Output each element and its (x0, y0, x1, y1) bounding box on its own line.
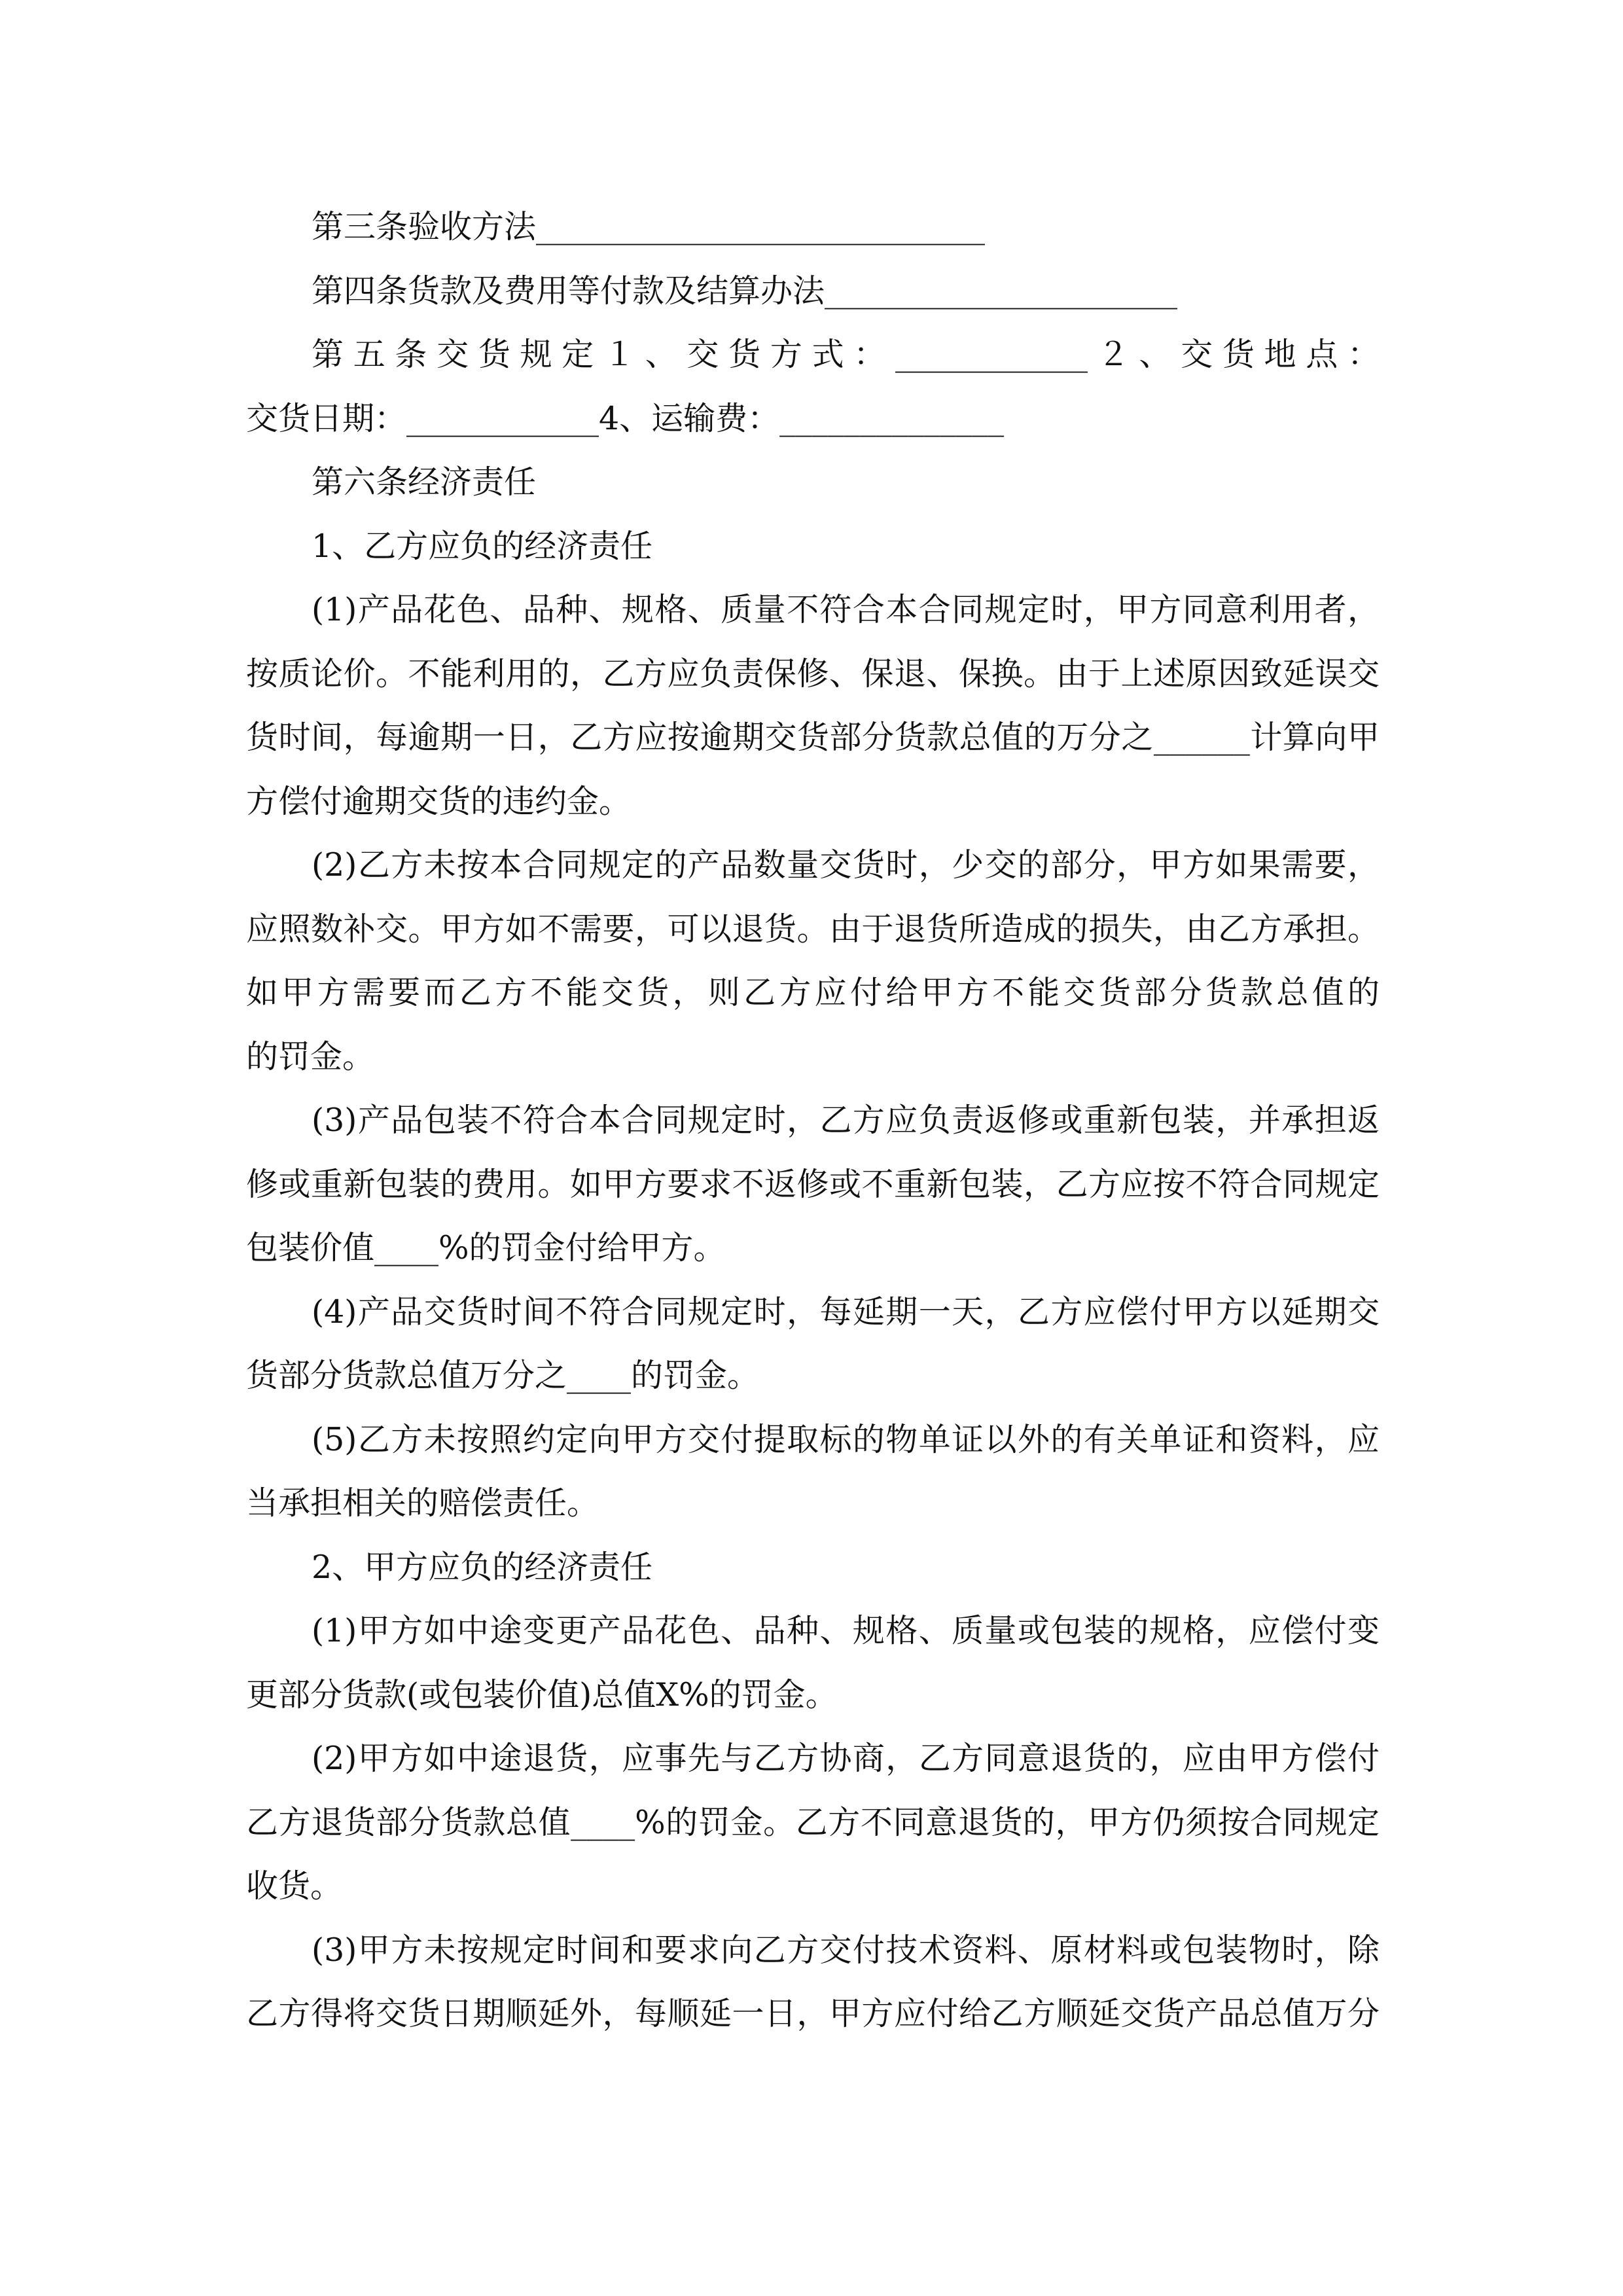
clause-3-acceptance: 第三条验收方法____________________________ (312, 208, 986, 245)
paragraph-line: 应照数补交。甲方如不需要，可以退货。由于退货所造成的损失，由乙方承担。 (246, 910, 1380, 948)
clause-6-heading: 第六条经济责任 (312, 463, 537, 501)
paragraph-line: (1)甲方如中途变更产品花色、品种、规格、质量或包装的规格，应偿付变 (312, 1612, 1380, 1649)
clause-5-delivery-cont: 交货日期：____________4、运输费：______________ (246, 399, 1005, 437)
paragraph-line: 的罚金。 (246, 1037, 375, 1075)
paragraph-line: 乙方退货部分货款总值____%的罚金。乙方不同意退货的，甲方仍须按合同规定 (246, 1803, 1380, 1841)
paragraph-line: 乙方得将交货日期顺延外，每顺延一日，甲方应付给乙方顺延交货产品总值万分 (246, 1995, 1380, 2032)
paragraph-line: (5)乙方未按照约定向甲方交付提取标的物单证以外的有关单证和资料，应 (312, 1420, 1380, 1458)
paragraph-line: (4)产品交货时间不符合同规定时，每延期一天，乙方应偿付甲方以延期交 (312, 1293, 1380, 1331)
paragraph-line: 收货。 (246, 1867, 343, 1905)
paragraph-line: 更部分货款(或包装价值)总值X%的罚金。 (246, 1676, 838, 1713)
paragraph-line: 货部分货款总值万分之____的罚金。 (246, 1357, 760, 1394)
paragraph-line: (3)甲方未按规定时间和要求向乙方交付技术资料、原材料或包装物时，除 (312, 1931, 1380, 1969)
paragraph-line: 方偿付逾期交货的违约金。 (246, 782, 632, 820)
paragraph-line: 按质论价。不能利用的，乙方应负责保修、保退、保换。由于上述原因致延误交 (246, 655, 1380, 692)
party-b-heading: 1、乙方应负的经济责任 (312, 527, 653, 565)
paragraph-line: 包装价值____%的罚金付给甲方。 (246, 1229, 726, 1266)
paragraph-line: 当承担相关的赔偿责任。 (246, 1484, 599, 1522)
paragraph-line: 货时间，每逾期一日，乙方应按逾期交货部分货款总值的万分之______计算向甲 (246, 719, 1380, 756)
paragraph-line: 如甲方需要而乙方不能交货，则乙方应付给甲方不能交货部分货款总值的 (246, 974, 1380, 1011)
party-a-heading: 2、甲方应负的经济责任 (312, 1548, 653, 1586)
paragraph-line: 修或重新包装的费用。如甲方要求不返修或不重新包装，乙方应按不符合同规定 (246, 1165, 1380, 1203)
clause-4-payment: 第四条货款及费用等付款及结算办法______________________ (312, 272, 1178, 310)
clause-5-delivery: 第五条交货规定１、交货方式：____________２、交货地点： (312, 336, 1380, 373)
paragraph-line: (1)产品花色、品种、规格、质量不符合本合同规定时，甲方同意利用者， (312, 591, 1380, 628)
paragraph-line: (3)产品包装不符合本合同规定时，乙方应负责返修或重新包装，并承担返 (312, 1102, 1380, 1139)
paragraph-line: (2)甲方如中途退货，应事先与乙方协商，乙方同意退货的，应由甲方偿付 (312, 1740, 1380, 1777)
contract-body (246, 195, 1380, 2046)
paragraph-line: (2)乙方未按本合同规定的产品数量交货时，少交的部分，甲方如果需要， (312, 846, 1380, 884)
